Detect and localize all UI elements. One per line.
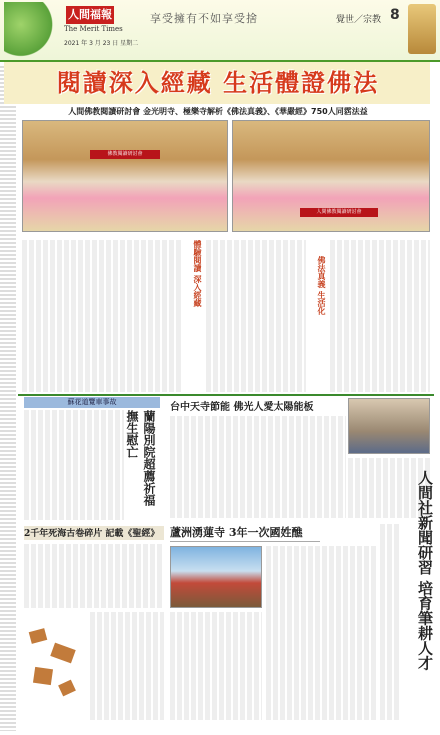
body-text-column [90, 612, 164, 720]
story2-heading: 蘭陽別院超薦祈福 撫生慰亡 [125, 410, 156, 506]
left-edge-column [0, 66, 16, 731]
page-number: 8 [390, 7, 400, 23]
photo-banner-right: 人間佛教閱讀研討會 [300, 208, 378, 217]
lead-vertical-heading-2: 佛法真義 生活化 [317, 256, 327, 315]
fragment-icon [50, 643, 75, 664]
fragment-icon [29, 628, 48, 644]
photo-banner-left: 佛教閱讀研討會 [90, 150, 160, 159]
lead-headline: 閱讀深入經藏 生活體證佛法 [56, 68, 380, 97]
fragment-icon [33, 667, 53, 685]
story5-heading: 蘆洲湧蓮寺 3年一次國姓醮 [170, 524, 320, 542]
issue-date: 2021 年 3 月 23 日 星期二 [64, 40, 139, 47]
english-title: The Merit Times [64, 25, 123, 33]
body-text-column [170, 416, 346, 518]
body-text-column [22, 240, 182, 392]
masthead-slogan: 享受擁有不如享受捨 [150, 12, 258, 25]
scroll-fragments-photo [24, 612, 86, 720]
lead-subhead: 人間佛教閱讀研討會 金光明寺、極樂寺解析《佛法真義》、《華嚴經》750人同霑法益 [68, 107, 368, 116]
lead-vertical-heading-1: 體驗閱讀 深入經藏 [193, 240, 203, 307]
fragment-icon [58, 680, 76, 697]
plant-illustration [4, 2, 60, 58]
section-name: 覺世／宗教 [336, 15, 382, 25]
illustration-icon [408, 4, 436, 54]
story4-heading: 台中天寺節能 佛光人愛太陽能板 [170, 402, 314, 413]
temple-photo [170, 546, 262, 608]
body-text-column [24, 544, 164, 608]
body-text-column [266, 546, 376, 720]
body-text-column [330, 240, 430, 392]
body-text-column [206, 240, 306, 392]
story6-heading: 人間社新聞研習 培育筆耕人才 [416, 470, 434, 671]
section-divider [18, 394, 434, 396]
seminar-photo-left [22, 120, 228, 232]
body-text-column [24, 410, 124, 520]
body-text-column [380, 524, 400, 720]
story3-heading: 2千年死海古卷碎片 記載《聖經》 [24, 526, 164, 540]
volunteers-photo [348, 398, 430, 454]
story-tag: 蘇花道覽車事故 [24, 397, 160, 408]
newspaper-logo: 人間福報 [66, 6, 114, 24]
body-text-column [170, 612, 262, 720]
